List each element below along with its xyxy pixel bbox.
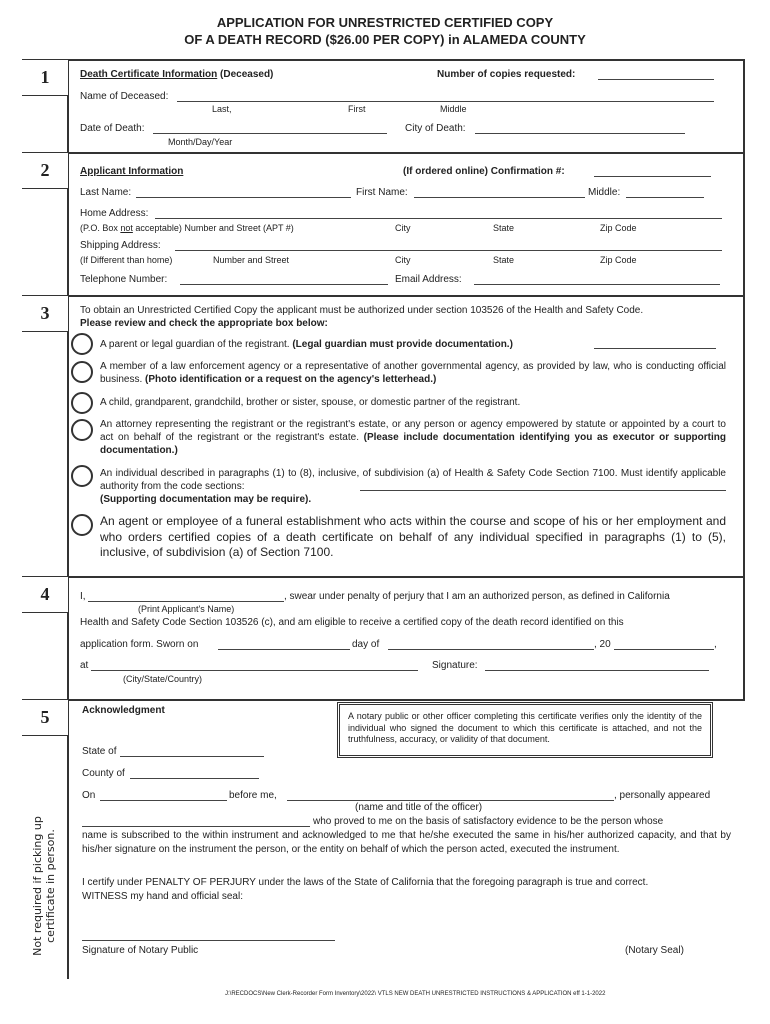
signature-field[interactable]	[485, 660, 709, 671]
before-me-label: before me,	[229, 790, 277, 801]
section-number-2: 2	[22, 153, 69, 189]
option-text: A child, grandparent, grandchild, brother or sister, spouse, or domestic partner of the registrant.	[100, 397, 521, 408]
option-note: (Supporting documentation may be require).	[100, 494, 312, 505]
street-hint: Number and Street	[213, 255, 290, 265]
divider	[22, 699, 745, 701]
side-note-line: Not required if picking up	[31, 816, 44, 956]
option-4-text	[100, 418, 726, 457]
option-3-radio[interactable]	[71, 392, 93, 414]
sworn-day-field[interactable]	[218, 639, 350, 650]
year-prefix: , 20	[594, 639, 611, 650]
email-field[interactable]	[474, 274, 720, 285]
sworn-label: application form. Sworn on	[80, 639, 199, 650]
hint-text: acceptable) Number and Street (APT #)	[132, 223, 294, 233]
witness-text: WITNESS my hand and official seal:	[82, 891, 243, 902]
zip-hint: Zip Code	[600, 255, 637, 265]
option-text: An agent or employee of a funeral establishment who acts within the course and scope of his or her employment and who orders certified copies of a death certificate on behalf of any individual specified in paragraphs (1) to (5), inclusive, of subdivision (a) of Section 7100.	[100, 514, 726, 559]
notary-notice-box: A notary public or other officer completing this certificate verifies only the identity of the individual who signed the document to which this certificate is attached, and not the truthfulness, accuracy, or validity of that document.	[337, 702, 713, 758]
appeared-name-field[interactable]	[82, 816, 310, 827]
footer-path: J:\RECDOCS\New Clerk-Recorder Form Inventory\2022\ VTLS NEW DEATH UNRESTRICTED INSTRUCTIONS & APPLICATION eff 1-1-2022	[225, 991, 606, 997]
notary-signature-field[interactable]	[82, 930, 335, 941]
telephone-field[interactable]	[180, 274, 388, 285]
option-note: (Legal guardian must provide documentation.)	[292, 339, 513, 350]
shipping-address-label: Shipping Address:	[80, 240, 161, 251]
option-text: An individual described in paragraphs (1) to (8), inclusive, of subdivision (a) of Health & Safety Code Section 7100. Must identify applicable authority from the code sections:	[100, 468, 726, 492]
county-field[interactable]	[130, 768, 259, 779]
shipping-address-field[interactable]	[175, 240, 722, 251]
place-field[interactable]	[91, 660, 418, 671]
side-note	[31, 786, 57, 986]
option-2-text	[100, 360, 726, 386]
city-of-death-field[interactable]	[475, 123, 685, 134]
divider	[67, 59, 69, 979]
place-hint: (City/State/Country)	[123, 674, 203, 684]
notary-date-field[interactable]	[100, 790, 227, 801]
option-1-radio[interactable]	[71, 333, 93, 355]
i-label: I,	[80, 591, 86, 602]
middle-name-field[interactable]	[626, 187, 704, 198]
last-name-label: Last Name:	[80, 187, 132, 198]
date-of-death-label: Date of Death:	[80, 123, 145, 134]
middle-hint: Middle	[440, 104, 467, 114]
instruction-text: Please review and check the appropriate box below:	[80, 318, 328, 329]
hint-text: (P.O. Box	[80, 223, 121, 233]
first-name-label: First Name:	[356, 187, 408, 198]
swear-text: , swear under penalty of perjury that I am an authorized person, as defined in California	[284, 591, 670, 602]
shipping-hint: (If Different than home)	[80, 255, 173, 265]
divider	[22, 295, 745, 297]
option-note: (Photo identification or a request on the agency's letterhead.)	[145, 374, 437, 385]
section-number-1: 1	[22, 60, 69, 96]
on-label: On	[82, 790, 96, 801]
confirmation-label: (If ordered online) Confirmation #:	[403, 166, 565, 177]
intro-text: To obtain an Unrestricted Certified Copy the applicant must be authorized under section 103526 of the Health and Safety Code.	[80, 305, 644, 316]
first-hint: First	[348, 104, 366, 114]
divider	[743, 59, 745, 701]
section2-heading: Applicant Information	[80, 166, 184, 177]
heading-text: Death Certificate Information	[80, 69, 218, 80]
at-label: at	[80, 660, 89, 671]
deceased-name-label: Name of Deceased:	[80, 91, 169, 102]
proved-text: who proved to me on the basis of satisfactory evidence to be the person whose	[313, 816, 664, 827]
hint-not: not	[120, 223, 133, 233]
city-hint: City	[395, 223, 411, 233]
option-6-radio[interactable]	[71, 514, 93, 536]
applicant-name-field[interactable]	[88, 591, 284, 602]
form-title-line2: OF A DEATH RECORD ($26.00 PER COPY) in ALAMEDA COUNTY	[184, 32, 586, 47]
zip-hint: Zip Code	[600, 223, 637, 233]
section-number-3: 3	[22, 296, 69, 332]
city-of-death-label: City of Death:	[405, 123, 466, 134]
officer-field[interactable]	[287, 790, 614, 801]
option-2-radio[interactable]	[71, 361, 93, 383]
acknowledgment-body: name is subscribed to the within instrument and acknowledged to me that he/she executed the same in his/her authorized capacity, and that by his/her signature on the instrument the person, or the entity on behalf of which the person acted, executed the instrument.	[82, 830, 731, 855]
guardian-documentation-field[interactable]	[594, 338, 716, 349]
deceased-name-field[interactable]	[177, 91, 714, 102]
date-hint: Month/Day/Year	[168, 137, 233, 147]
option-text: An attorney representing the registrant or the registrant's estate, or any person or agency empowered by statute or appointed by a court to act on behalf of the registrant or the registrant's estate.	[100, 419, 726, 443]
option-text: A member of a law enforcement agency or a representative of another governmental agency, as provided by law, who is conducting official business.	[100, 361, 726, 385]
section1-heading	[80, 69, 273, 81]
divider	[22, 59, 745, 61]
option-note: (Please include documentation identifying you as executor or supporting documentation.)	[100, 432, 726, 456]
state-label: State of	[82, 746, 117, 757]
notary-seal-label: (Notary Seal)	[625, 945, 684, 956]
appeared-label: , personally appeared	[614, 790, 711, 801]
statute-text: Health and Safety Code Section 103526 (c), and am eligible to receive a certified copy of the death record identified on this	[80, 617, 624, 628]
county-label: County of	[82, 768, 125, 779]
state-hint: State	[493, 223, 515, 233]
day-of-label: day of	[352, 639, 380, 650]
form-title-line1: APPLICATION FOR UNRESTRICTED CERTIFIED COPY	[216, 15, 554, 30]
home-address-hint	[80, 222, 294, 234]
city-hint: City	[395, 255, 411, 265]
heading-suffix: (Deceased)	[217, 69, 274, 80]
divider	[22, 576, 745, 578]
confirmation-field[interactable]	[594, 166, 711, 177]
certify-text: I certify under PENALTY OF PERJURY under the laws of the State of California that the foregoing paragraph is true and correct.	[82, 877, 649, 888]
state-field[interactable]	[120, 746, 264, 757]
section-number-5: 5	[22, 700, 69, 736]
acknowledgment-heading: Acknowledgment	[82, 705, 165, 716]
middle-name-label: Middle:	[588, 187, 621, 198]
option-5-radio[interactable]	[71, 465, 93, 487]
home-address-label: Home Address:	[80, 208, 149, 219]
email-label: Email Address:	[395, 274, 462, 285]
comma: ,	[714, 639, 717, 650]
first-name-field[interactable]	[414, 187, 585, 198]
option-4-radio[interactable]	[71, 419, 93, 441]
signature-label: Signature:	[432, 660, 478, 671]
side-note-line: certificate in person.	[44, 829, 57, 943]
last-hint: Last,	[212, 104, 232, 114]
divider	[22, 152, 745, 154]
option-5-note	[100, 493, 726, 506]
officer-hint: (name and title of the officer)	[355, 802, 483, 813]
option-6-text	[100, 514, 726, 561]
telephone-label: Telephone Number:	[80, 274, 168, 285]
option-3-text	[100, 396, 726, 409]
print-name-hint: (Print Applicant's Name)	[138, 604, 235, 614]
code-section-field[interactable]	[360, 480, 726, 491]
last-name-field[interactable]	[136, 187, 351, 198]
month-field[interactable]	[388, 639, 594, 650]
copies-label: Number of copies requested:	[437, 69, 576, 80]
copies-field[interactable]	[598, 69, 714, 80]
notary-signature-label: Signature of Notary Public	[82, 945, 199, 956]
eligibility-intro	[80, 304, 726, 330]
option-text: A parent or legal guardian of the registrant.	[100, 339, 293, 350]
section-number-4: 4	[22, 577, 69, 613]
state-hint: State	[493, 255, 515, 265]
date-of-death-field[interactable]	[153, 123, 387, 134]
home-address-field[interactable]	[155, 208, 722, 219]
year-field[interactable]	[614, 639, 714, 650]
